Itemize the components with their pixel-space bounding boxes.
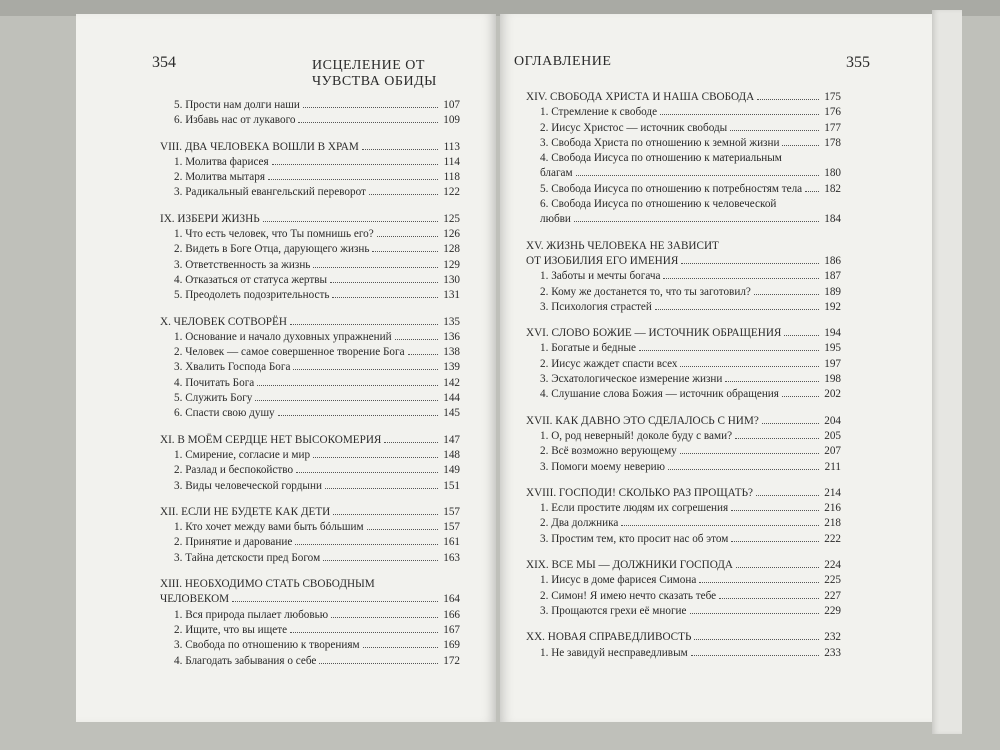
toc-page-number: 172 xyxy=(443,654,460,667)
toc-page-number: 218 xyxy=(824,517,841,530)
toc-subsection-entry xyxy=(526,387,841,402)
toc-chapter-group xyxy=(160,212,460,304)
toc-subsection-entry xyxy=(160,227,460,242)
toc-page-number: 232 xyxy=(824,631,841,644)
toc-entry-title: 5. Преодолеть подозрительность xyxy=(174,289,330,302)
toc-subsection-entry xyxy=(526,604,841,619)
toc-chapter-entry xyxy=(526,254,841,269)
toc-chapter-entry xyxy=(526,486,841,501)
toc-dot-leader xyxy=(756,495,819,496)
toc-subsection-entry xyxy=(526,532,841,547)
toc-page-number: 147 xyxy=(443,433,460,446)
toc-subsection-entry xyxy=(160,638,460,653)
toc-entry-title: IX. ИЗБЕРИ ЖИЗНЬ xyxy=(160,212,260,225)
toc-page-number: 214 xyxy=(824,486,841,499)
toc-entry-title: 1. Кто хочет между вами быть бóльшим xyxy=(174,521,364,534)
toc-subsection-entry xyxy=(526,429,841,444)
toc-entry-title: 3. Ответственность за жизнь xyxy=(174,258,311,271)
toc-page-number: 176 xyxy=(824,106,841,119)
toc-page-number: 151 xyxy=(443,479,460,492)
toc-subsection-entry xyxy=(160,258,460,273)
toc-dot-leader xyxy=(333,514,438,515)
toc-dot-leader xyxy=(690,613,820,614)
toc-subsection-entry xyxy=(526,285,841,300)
toc-dot-leader xyxy=(330,282,438,283)
toc-subsection-entry xyxy=(526,501,841,516)
right-page-number: 355 xyxy=(846,54,870,71)
toc-chapter-group xyxy=(160,577,460,669)
toc-dot-leader xyxy=(278,415,438,416)
toc-entry-title: 2. Видеть в Боге Отца, дарующего жизнь xyxy=(174,243,370,256)
toc-entry-title: 1. Молитва фарисея xyxy=(174,155,269,168)
toc-entry-title: 2. Всё возможно верующему xyxy=(540,445,677,458)
toc-subsection-entry xyxy=(160,479,460,494)
toc-entry-title: 2. Кому же достанется то, что ты заготовил? xyxy=(540,285,751,298)
toc-page-number: 161 xyxy=(443,536,460,549)
toc-chapter-entry xyxy=(160,505,460,520)
toc-subsection-entry xyxy=(526,151,841,166)
toc-entry-title: 1. Смирение, согласие и мир xyxy=(174,448,311,461)
toc-entry-title: XX. НОВАЯ СПРАВЕДЛИВОСТЬ xyxy=(526,631,692,644)
toc-entry-title: 1. Стремление к свободе xyxy=(540,106,658,119)
toc-page-number: 145 xyxy=(443,407,460,420)
toc-page-number: 113 xyxy=(443,140,460,153)
toc-dot-leader xyxy=(384,442,438,443)
toc-entry-title: XIV. СВОБОДА ХРИСТА И НАША СВОБОДА xyxy=(526,91,755,103)
toc-dot-leader xyxy=(331,617,438,618)
toc-page-number: 229 xyxy=(824,604,841,617)
toc-page-number: 186 xyxy=(824,254,841,267)
toc-page-number: 157 xyxy=(443,505,460,518)
toc-subsection-entry xyxy=(160,654,460,669)
toc-subsection-entry xyxy=(160,98,460,113)
toc-dot-leader xyxy=(691,655,819,656)
right-page xyxy=(500,14,932,722)
toc-entry-title: XIX. ВСЕ МЫ — ДОЛЖНИКИ ГОСПОДА xyxy=(526,559,733,572)
toc-entry-title: 2. Ищите, что вы ищете xyxy=(174,623,288,636)
toc-page-number: 182 xyxy=(824,182,841,195)
toc-subsection-entry xyxy=(526,589,841,604)
toc-dot-leader xyxy=(639,350,819,351)
toc-dot-leader xyxy=(663,278,819,279)
toc-subsection-entry xyxy=(160,330,460,345)
toc-chapter-group xyxy=(160,140,460,201)
toc-chapter-entry xyxy=(526,326,841,341)
toc-subsection-entry xyxy=(160,623,460,638)
toc-subsection-entry xyxy=(160,360,460,375)
toc-subsection-entry xyxy=(160,155,460,170)
toc-dot-leader xyxy=(719,598,819,599)
toc-entry-title: 2. Принятие и дарование xyxy=(174,536,293,549)
toc-dot-leader xyxy=(757,99,819,100)
toc-subsection-entry xyxy=(160,170,460,185)
toc-subsection-entry xyxy=(160,520,460,535)
toc-page-number: 125 xyxy=(443,212,460,225)
toc-subsection-entry xyxy=(526,300,841,315)
toc-entry-title: 2. Молитва мытаря xyxy=(174,171,265,184)
toc-page-number: 128 xyxy=(443,243,460,256)
toc-chapter-group xyxy=(526,239,841,315)
toc-chapter-group xyxy=(526,558,841,619)
toc-dot-leader xyxy=(805,191,819,192)
toc-page-number: 202 xyxy=(824,388,841,401)
toc-page-number: 169 xyxy=(443,639,460,652)
toc-chapter-entry xyxy=(526,414,841,429)
toc-subsection-entry xyxy=(526,444,841,459)
toc-dot-leader xyxy=(272,164,438,165)
toc-entry-title: 1. Вся природа пылает любовью xyxy=(174,608,329,621)
toc-entry-title: 3. Виды человеческой гордыни xyxy=(174,479,322,492)
toc-page-number: 192 xyxy=(824,300,841,313)
toc-entry-title: 4. Слушание слова Божия — источник обращения xyxy=(540,388,779,401)
toc-dot-leader xyxy=(363,647,438,648)
toc-entry-title: 2. Разлад и беспокойство xyxy=(174,464,294,477)
toc-page-number: 122 xyxy=(443,186,460,199)
toc-page-number: 118 xyxy=(443,171,460,184)
toc-subsection-entry xyxy=(160,288,460,303)
toc-page-number: 136 xyxy=(443,330,460,343)
toc-entry-title: XVI. СЛОВО БОЖИЕ — ИСТОЧНИК ОБРАЩЕНИЯ xyxy=(526,327,782,340)
toc-page-number: 107 xyxy=(443,99,460,111)
toc-dot-leader xyxy=(395,339,438,340)
toc-entry-title: ЧЕЛОВЕКОМ xyxy=(160,593,230,606)
toc-dot-leader xyxy=(725,381,819,382)
toc-dot-leader xyxy=(680,453,819,454)
toc-dot-leader xyxy=(699,582,819,583)
toc-page-number: 180 xyxy=(824,167,841,180)
toc-dot-leader xyxy=(731,510,819,511)
toc-entry-title: 3. Прощаются грехи её многие xyxy=(540,604,687,617)
toc-entry-title: 2. Два должника xyxy=(540,517,619,530)
toc-page-number: 142 xyxy=(443,376,460,389)
toc-page-number: 175 xyxy=(824,91,841,103)
toc-chapter-entry xyxy=(160,592,460,607)
toc-dot-leader xyxy=(313,267,438,268)
toc-page-number: 149 xyxy=(443,464,460,477)
toc-chapter-entry xyxy=(526,558,841,573)
toc-page-number: 233 xyxy=(824,646,841,659)
toc-page-number: 197 xyxy=(824,357,841,370)
toc-page-number: 164 xyxy=(443,593,460,606)
toc-chapter-entry xyxy=(160,315,460,330)
toc-subsection-entry xyxy=(526,573,841,588)
toc-chapter-group xyxy=(526,486,841,547)
toc-chapter-group xyxy=(526,90,841,228)
toc-chapter-group xyxy=(526,414,841,475)
toc-page-number: 198 xyxy=(824,373,841,386)
toc-subsection-entry xyxy=(526,136,841,151)
toc-entry-title: 1. Основание и начало духовных упражнений xyxy=(174,330,392,343)
toc-entry-title: благам xyxy=(540,167,573,180)
toc-subsection-entry xyxy=(160,345,460,360)
toc-entry-title: 6. Свобода Иисуса по отношению к человеческой xyxy=(540,198,777,211)
toc-subsection-entry xyxy=(526,182,841,197)
toc-dot-leader xyxy=(754,294,819,295)
toc-dot-leader xyxy=(731,541,819,542)
toc-page-number: 139 xyxy=(443,361,460,374)
toc-chapter-group xyxy=(160,98,460,129)
toc-dot-leader xyxy=(268,179,438,180)
toc-entry-title: 1. О, род неверный! доколе буду с вами? xyxy=(540,429,733,442)
toc-dot-leader xyxy=(730,130,819,131)
toc-entry-title: 4. Свобода Иисуса по отношению к материальным xyxy=(540,152,782,165)
toc-subsection-entry xyxy=(526,460,841,475)
toc-dot-leader xyxy=(621,525,819,526)
toc-page-number: 163 xyxy=(443,551,460,564)
toc-page-number: 157 xyxy=(443,521,460,534)
left-running-header: ИСЦЕЛЕНИЕ ОТ ЧУВСТВА ОБИДЫ xyxy=(312,58,437,89)
toc-dot-leader xyxy=(323,560,438,561)
toc-entry-title: 3. Хвалить Господа Бога xyxy=(174,361,291,374)
toc-dot-leader xyxy=(255,400,438,401)
toc-entry-title: 5. Свобода Иисуса по отношению к потребностям тела xyxy=(540,182,803,195)
toc-page-number: 205 xyxy=(824,429,841,442)
toc-page-number: 109 xyxy=(443,114,460,127)
toc-page-number: 189 xyxy=(824,285,841,298)
toc-subsection-entry xyxy=(526,372,841,387)
toc-subsection-entry xyxy=(160,376,460,391)
toc-entry-title: 4. Отказаться от статуса жертвы xyxy=(174,273,328,286)
toc-entry-title: 2. Иисус жаждет спасти всех xyxy=(540,357,678,370)
toc-dot-leader xyxy=(762,423,819,424)
toc-chapter-entry xyxy=(160,577,460,592)
toc-dot-leader xyxy=(257,385,438,386)
toc-dot-leader xyxy=(319,663,438,664)
toc-entry-title: 4. Почитать Бога xyxy=(174,376,255,389)
toc-subsection-entry xyxy=(526,105,841,120)
toc-chapter-entry xyxy=(160,140,460,155)
toc-page-number: 222 xyxy=(824,532,841,545)
toc-dot-leader xyxy=(295,544,438,545)
toc-chapter-group xyxy=(160,433,460,494)
toc-subsection-entry xyxy=(160,551,460,566)
toc-entry-title: 1. Заботы и мечты богача xyxy=(540,270,661,283)
toc-chapter-group xyxy=(160,315,460,422)
toc-dot-leader xyxy=(408,354,438,355)
toc-dot-leader xyxy=(332,297,438,298)
toc-dot-leader xyxy=(369,194,438,195)
toc-chapter-entry xyxy=(160,433,460,448)
toc-dot-leader xyxy=(325,488,438,489)
toc-page-number: 114 xyxy=(443,155,460,168)
toc-entry-title: 2. Человек — самое совершенное творение Бога xyxy=(174,346,405,359)
toc-dot-leader xyxy=(660,114,819,115)
toc-dot-leader xyxy=(576,175,819,176)
toc-entry-title: XVIII. ГОСПОДИ! СКОЛЬКО РАЗ ПРОЩАТЬ? xyxy=(526,486,753,499)
toc-page-number: 177 xyxy=(824,121,841,134)
toc-dot-leader xyxy=(303,107,438,108)
toc-page-number: 138 xyxy=(443,346,460,359)
toc-entry-title: 2. Иисус Христос — источник свободы xyxy=(540,121,728,134)
toc-page-number: 178 xyxy=(824,136,841,149)
toc-dot-leader xyxy=(668,469,819,470)
toc-page-number: 148 xyxy=(443,448,460,461)
page-edge xyxy=(932,10,962,734)
toc-subsection-entry xyxy=(160,535,460,550)
toc-subsection-entry xyxy=(526,357,841,372)
toc-subsection-entry xyxy=(526,646,841,661)
toc-dot-leader xyxy=(367,529,438,530)
toc-page-number: 135 xyxy=(443,315,460,328)
toc-entry-title: 3. Тайна детскости пред Богом xyxy=(174,551,321,564)
toc-entry-title: любви xyxy=(540,213,571,226)
toc-subsection-entry xyxy=(160,242,460,257)
toc-entry-title: XI. В МОЁМ СЕРДЦЕ НЕТ ВЫСОКОМЕРИЯ xyxy=(160,433,382,446)
toc-entry-title: 1. Богатые и бедные xyxy=(540,342,636,355)
toc-subsection-entry xyxy=(160,113,460,128)
toc-page-number: 129 xyxy=(443,258,460,271)
toc-dot-leader xyxy=(735,438,819,439)
toc-entry-title: 3. Эсхатологическое измерение жизни xyxy=(540,373,723,386)
toc-entry-title: XII. ЕСЛИ НЕ БУДЕТЕ КАК ДЕТИ xyxy=(160,505,331,518)
toc-subsection-entry xyxy=(526,269,841,284)
toc-page-number: 211 xyxy=(824,460,841,473)
toc-subsection-entry xyxy=(160,391,460,406)
toc-entry-title: 5. Служить Богу xyxy=(174,392,253,405)
toc-dot-leader xyxy=(784,335,819,336)
toc-page-number: 216 xyxy=(824,502,841,515)
toc-dot-leader xyxy=(232,601,438,602)
toc-chapter-group xyxy=(526,326,841,402)
toc-page-number: 195 xyxy=(824,342,841,355)
toc-subsection-entry xyxy=(160,406,460,421)
toc-entry-title: 3. Свобода Христа по отношению к земной жизни xyxy=(540,136,780,149)
toc-chapter-entry xyxy=(526,630,841,645)
left-table-of-contents xyxy=(160,98,460,680)
toc-entry-title: 1. Не завидуй несправедливым xyxy=(540,646,688,659)
toc-entry-title: VIII. ДВА ЧЕЛОВЕКА ВОШЛИ В ХРАМ xyxy=(160,140,359,153)
toc-page-number: 187 xyxy=(824,270,841,283)
toc-dot-leader xyxy=(681,263,819,264)
toc-page-number: 194 xyxy=(824,327,841,340)
toc-entry-title: 3. Простим тем, кто просит нас об этом xyxy=(540,532,729,545)
toc-entry-title: 3. Свобода по отношению к творениям xyxy=(174,639,360,652)
toc-dot-leader xyxy=(263,221,438,222)
toc-chapter-entry xyxy=(160,212,460,227)
toc-page-number: 225 xyxy=(824,574,841,587)
toc-chapter-group xyxy=(526,630,841,661)
right-running-header: ОГЛАВЛЕНИЕ xyxy=(514,54,612,69)
toc-page-number: 144 xyxy=(443,392,460,405)
toc-page-number: 224 xyxy=(824,559,841,572)
toc-chapter-group xyxy=(160,505,460,566)
toc-subsection-entry xyxy=(526,121,841,136)
toc-page-number: 126 xyxy=(443,228,460,241)
toc-page-number: 207 xyxy=(824,445,841,458)
toc-dot-leader xyxy=(293,369,438,370)
toc-entry-title: ОТ ИЗОБИЛИЯ ЕГО ИМЕНИЯ xyxy=(526,254,679,267)
toc-entry-title: 6. Спасти свою душу xyxy=(174,407,275,420)
toc-subsection-entry xyxy=(526,516,841,531)
toc-subsection-entry xyxy=(526,212,841,227)
toc-dot-leader xyxy=(313,457,438,458)
toc-dot-leader xyxy=(736,567,819,568)
toc-page-number: 204 xyxy=(824,414,841,427)
toc-entry-title: 5. Прости нам долги наши xyxy=(174,99,300,111)
toc-subsection-entry xyxy=(526,197,841,212)
toc-entry-title: XIII. НЕОБХОДИМО СТАТЬ СВОБОДНЫМ xyxy=(160,578,375,591)
toc-chapter-entry xyxy=(526,90,841,105)
toc-dot-leader xyxy=(372,251,438,252)
left-page-number: 354 xyxy=(152,54,176,71)
toc-entry-title: XV. ЖИЗНЬ ЧЕЛОВЕКА НЕ ЗАВИСИТ xyxy=(526,239,719,252)
toc-dot-leader xyxy=(782,396,819,397)
toc-entry-title: 1. Если простите людям их согрешения xyxy=(540,502,729,515)
toc-dot-leader xyxy=(694,639,819,640)
toc-page-number: 227 xyxy=(824,589,841,602)
toc-subsection-entry xyxy=(160,448,460,463)
toc-entry-title: X. ЧЕЛОВЕК СОТВОРЁН xyxy=(160,315,287,328)
toc-subsection-entry xyxy=(160,608,460,623)
toc-subsection-entry xyxy=(160,185,460,200)
toc-dot-leader xyxy=(296,472,438,473)
toc-dot-leader xyxy=(290,324,438,325)
toc-subsection-entry xyxy=(526,166,841,181)
toc-page-number: 167 xyxy=(443,623,460,636)
toc-dot-leader xyxy=(574,221,819,222)
toc-subsection-entry xyxy=(526,341,841,356)
toc-page-number: 131 xyxy=(443,289,460,302)
toc-subsection-entry xyxy=(160,463,460,478)
toc-entry-title: 3. Радикальный евангельский переворот xyxy=(174,186,366,199)
toc-dot-leader xyxy=(680,366,819,367)
toc-entry-title: 1. Иисус в доме фарисея Симона xyxy=(540,574,697,587)
toc-entry-title: XVII. КАК ДАВНО ЭТО СДЕЛАЛОСЬ С НИМ? xyxy=(526,414,759,427)
toc-dot-leader xyxy=(655,309,819,310)
right-table-of-contents xyxy=(526,90,841,672)
toc-dot-leader xyxy=(377,236,438,237)
toc-dot-leader xyxy=(782,145,819,146)
toc-dot-leader xyxy=(362,149,438,150)
toc-chapter-entry xyxy=(526,239,841,254)
toc-page-number: 184 xyxy=(824,213,841,226)
toc-entry-title: 2. Симон! Я имею нечто сказать тебе xyxy=(540,589,717,602)
toc-dot-leader xyxy=(298,122,438,123)
toc-page-number: 166 xyxy=(443,608,460,621)
toc-page-number: 130 xyxy=(443,273,460,286)
toc-subsection-entry xyxy=(160,273,460,288)
toc-entry-title: 1. Что есть человек, что Ты помнишь его? xyxy=(174,228,374,241)
toc-entry-title: 3. Помоги моему неверию xyxy=(540,460,666,473)
toc-entry-title: 4. Благодать забывания о себе xyxy=(174,654,317,667)
left-page xyxy=(76,14,496,722)
toc-dot-leader xyxy=(290,632,438,633)
toc-entry-title: 3. Психология страстей xyxy=(540,300,652,313)
toc-entry-title: 6. Избавь нас от лукавого xyxy=(174,114,296,127)
